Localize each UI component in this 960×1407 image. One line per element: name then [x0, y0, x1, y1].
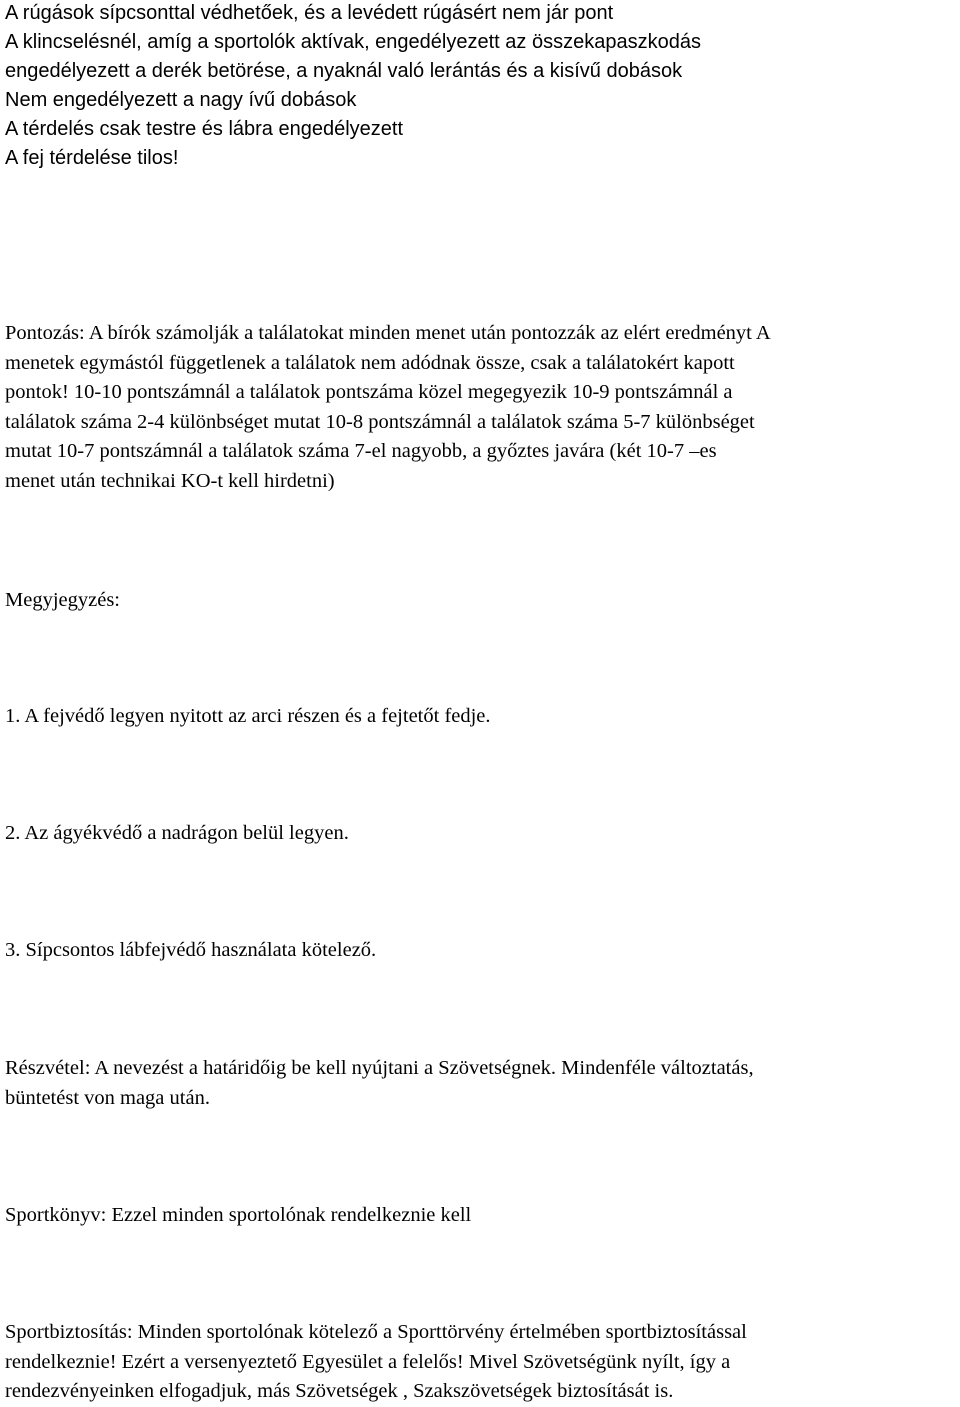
rules-line: A fej térdelése tilos! — [5, 147, 179, 169]
rules-section — [5, 0, 955, 173]
insurance-line: Sportbiztosítás: Minden sportolónak kötelező a Sporttörvény értelmében sportbiztosítással — [5, 1321, 747, 1343]
scoring-section — [5, 319, 955, 496]
scoring-line: menetek egymástól függetlenek a találatok nem adódnak össze, csak a találatokért kapott — [5, 351, 735, 374]
scoring-line: találatok száma 2-4 különbséget mutat 10-8 pontszámnál a találatok száma 5-7 különbséget — [5, 410, 755, 433]
insurance-line: rendezvényeinken elfogadjuk, más Szövetségek , Szakszövetségek biztosítását is. — [5, 1380, 674, 1402]
note-text: 3. Sípcsontos lábfejvédő használata kötelező. — [5, 939, 377, 961]
rules-line: Nem engedélyezett a nagy ívű dobások — [5, 89, 357, 111]
sportbook-section — [5, 1201, 955, 1231]
insurance-line: rendelkeznie! Ezért a versenyeztető Egyesület a felelős! Mivel Szövetségünk nyílt, így a — [5, 1350, 731, 1373]
note-text: 1. A fejvédő legyen nyitott az arci részen és a fejtetőt fedje. — [5, 705, 491, 727]
rules-line: A rúgások sípcsonttal védhetőek, és a levédett rúgásért nem jár pont — [5, 2, 614, 24]
scoring-line: mutat 10-7 pontszámnál a találatok száma 7-el nagyobb, a győztes javára (két 10-7 –es — [5, 440, 717, 462]
notes-heading-text: Megyjegyzés: — [5, 589, 120, 611]
note-text: 2. Az ágyékvédő a nadrágon belül legyen. — [5, 822, 349, 844]
scoring-line: menet után technikai KO-t kell hirdetni) — [5, 469, 335, 492]
sportbook-text: Sportkönyv: Ezzel minden sportolónak rendelkeznie kell — [5, 1204, 472, 1226]
insurance-section — [5, 1318, 955, 1407]
participation-section — [5, 1054, 955, 1113]
notes-heading — [5, 586, 955, 616]
rules-line: A klincselésnél, amíg a sportolók aktívak, engedélyezett az összekapaszkodás — [5, 31, 701, 53]
participation-line: Részvétel: A nevezést a határidőig be kell nyújtani a Szövetségnek. Mindenféle változtatás, — [5, 1057, 754, 1079]
scoring-line: Pontozás: A bírók számolják a találatokat minden menet után pontozzák az elért eredményt A — [5, 322, 771, 344]
participation-line: büntetést von maga után. — [5, 1086, 210, 1109]
rules-line: engedélyezett a derék betörése, a nyaknál való lerántás és a kisívű dobások — [5, 60, 683, 82]
notes-item-1 — [5, 702, 955, 732]
rules-line: A térdelés csak testre és lábra engedélyezett — [5, 118, 404, 140]
notes-item-2 — [5, 819, 955, 849]
notes-item-3 — [5, 936, 955, 966]
scoring-line: pontok! 10-10 pontszámnál a találatok pontszáma közel megegyezik 10-9 pontszámnál a — [5, 381, 733, 403]
